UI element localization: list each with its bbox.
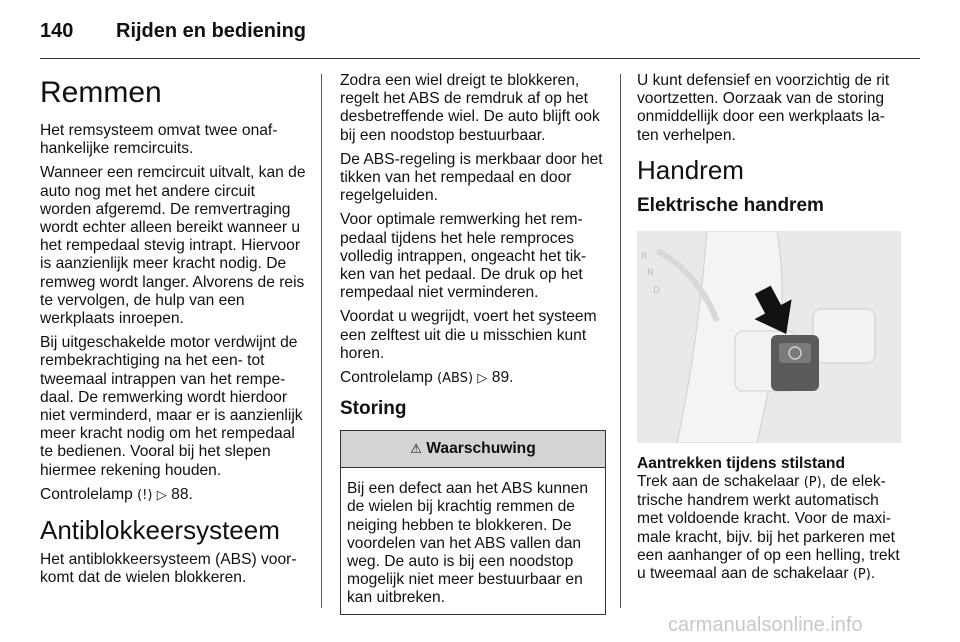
paragraph: Het remsysteem omvat twee onaf-hankelijke remcircuits. [40, 122, 278, 158]
brake-warning-icon: (!) [137, 487, 153, 503]
abs-warning-icon: (ABS) [437, 371, 474, 387]
column-divider [620, 74, 621, 608]
warning-header [341, 431, 605, 468]
gear-label-d: D [653, 285, 660, 296]
warning-title: Waarschuwing [426, 440, 536, 458]
page-ref-arrow-icon: ▷ [477, 371, 488, 387]
paragraph: Het antiblokkeersysteem (ABS) voor-komt dat de wielen blokkeren. [40, 551, 297, 587]
page-number: 140 [40, 20, 74, 42]
handbrake-illustration [637, 231, 901, 443]
page-ref-link[interactable]: 89. [491, 369, 514, 387]
paragraph: Wanneer een remcircuit uitvalt, kan de auto nog met het andere circuit worden afgeremd. De remvertraging wordt echter alleen bereikt wanneer u het rempedaal stevig intrapt. Hiervoor is aanzienlijk meer kracht nodig. De remweg wordt langer. Alvorens de reis te vervolgen, de hulp van een werkplaats inroepen. [40, 164, 306, 328]
column-1 [40, 72, 306, 593]
header-rule [40, 58, 920, 59]
paragraph: Zodra een wiel dreigt te blokkeren, regelt het ABS de remdruk af op het desbetreffende wiel. De auto blijft ook bij een noodstop bestuurbaar. [340, 72, 600, 144]
column-3 [637, 72, 903, 590]
paragraph-controlelamp: Controlelamp (ABS) ▷ 89. [340, 369, 514, 387]
warning-triangle-icon: ⚠ [410, 442, 422, 458]
paragraph-schakelaar: Trek aan de schakelaar (P), de elek-trische handrem werkt automatisch met voldoende kracht. Voor de maxi-male kracht, bijv. bij het parkeren met een aanhanger of op een helling, trekt u tweemaal aan de schakelaar (P). [637, 473, 900, 583]
heading-remmen: Remmen [40, 76, 162, 109]
page-ref-link[interactable]: 88. [171, 485, 193, 503]
section-title: Rijden en bediening [116, 20, 307, 42]
handbrake-switch-drawing [637, 231, 901, 443]
warning-box [340, 430, 606, 614]
warning-body: Bij een defect aan het ABS kunnen de wielen bij krachtig remmen de neiging hebben te blokkeren. De voordelen van het ABS vallen dan weg. De auto is bij een noodstop mogelijk niet meer bestuurbaar en kan uitbreken. [347, 480, 589, 607]
column-divider [321, 74, 322, 608]
paragraph-controlelamp: Controlelamp (!) ▷ 88. [40, 485, 193, 503]
watermark: carmanualsonline.info [668, 614, 863, 636]
heading-storing: Storing [340, 398, 407, 420]
gear-label-r: R [641, 251, 648, 262]
parking-brake-icon: (P) [803, 475, 822, 491]
heading-elektrische-handrem: Elektrische handrem [637, 194, 824, 216]
heading-abs: Antiblokkeersysteem [40, 515, 280, 546]
column-2 [340, 72, 606, 615]
parking-brake-icon: (P) [852, 567, 871, 583]
page-ref-arrow-icon: ▷ [156, 487, 167, 503]
paragraph: De ABS-regeling is merkbaar door het tikken van het rempedaal en door regelgeluiden. [340, 150, 603, 205]
paragraph: Voor optimale remwerking het rem-pedaal tijdens het hele remproces volledig intrappen, ongeacht het tik-ken van het pedaal. De druk op het rempedaal niet verminderen. [340, 211, 587, 302]
page-header [40, 14, 920, 50]
paragraph: Bij uitgeschakelde motor verdwijnt de rembekrachtiging na het een- tot tweemaal intrappen van het rempe-daal. De remwerking wordt hierdoor niet verminderd, maar er is aanzienlijk meer kracht nodig om het rempedaal te bedienen. Vooral bij het slepen hiermee rekening houden. [40, 334, 303, 479]
paragraph: Voordat u wegrijdt, voert het systeem een zelftest uit die u misschien kunt horen. [340, 308, 597, 362]
heading-aantrekken: Aantrekken tijdens stilstand [637, 454, 845, 472]
heading-handrem: Handrem [637, 154, 744, 185]
gear-label-n: N [647, 267, 654, 278]
paragraph: U kunt defensief en voorzichtig de rit voortzetten. Oorzaak van de storing onmiddellijk door een werkplaats la-ten verhelpen. [637, 72, 890, 144]
